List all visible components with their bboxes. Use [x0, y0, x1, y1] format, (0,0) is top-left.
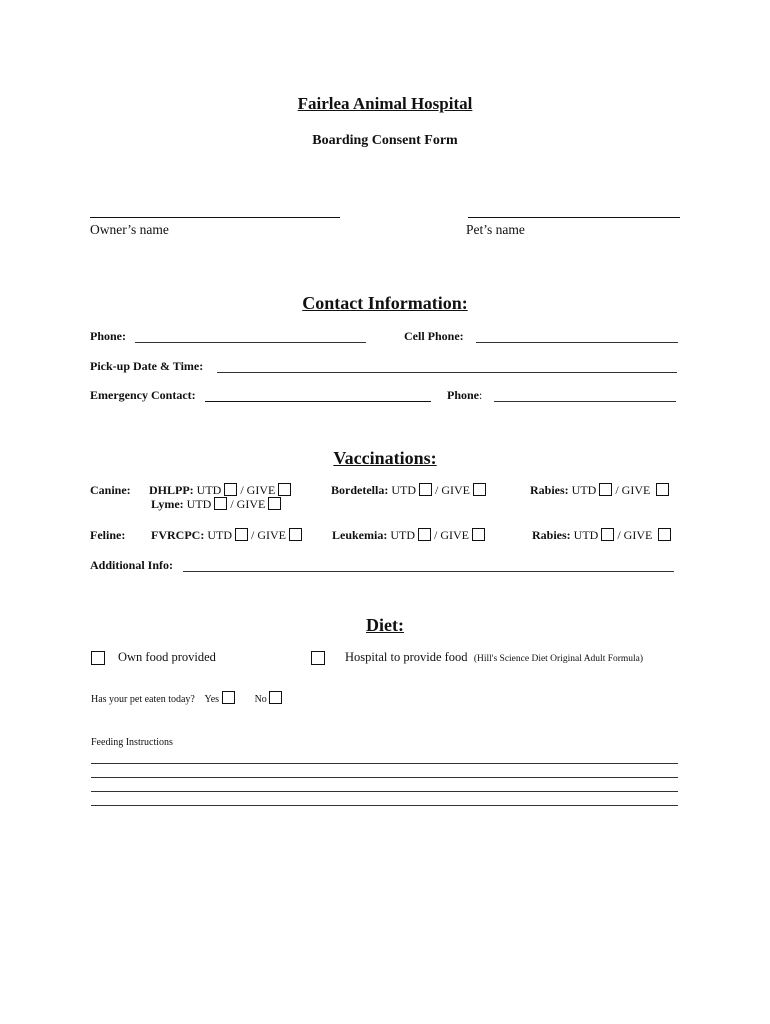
owner-name-label: Owner’s name: [90, 222, 169, 237]
fvrcpc-row: FVRCPC: UTD / GIVE: [151, 528, 302, 543]
dhlpp-give-checkbox[interactable]: [278, 483, 291, 496]
hospital-food-note: (Hill's Science Diet Original Adult Formula): [473, 654, 644, 664]
hospital-name: Fairlea Animal Hospital: [297, 94, 473, 113]
bordetella-utd-checkbox[interactable]: [419, 483, 432, 496]
canine-label: Canine:: [90, 483, 131, 497]
eaten-question: Has your pet eaten today? Yes No: [91, 691, 282, 705]
canine-rabies-give-checkbox[interactable]: [656, 483, 669, 496]
emergency-phone-label: Phone:: [447, 388, 483, 402]
additional-info-field[interactable]: [183, 571, 674, 572]
vaccinations-heading: Vaccinations:: [333, 448, 437, 468]
feeding-line-4[interactable]: [91, 805, 678, 806]
lyme-utd-checkbox[interactable]: [214, 497, 227, 510]
emergency-contact-field[interactable]: [205, 401, 431, 402]
pickup-field[interactable]: [217, 372, 677, 373]
cell-phone-field[interactable]: [476, 342, 678, 343]
emergency-phone-field[interactable]: [494, 401, 676, 402]
canine-rabies-utd-checkbox[interactable]: [599, 483, 612, 496]
phone-label: Phone:: [90, 329, 126, 343]
phone-field[interactable]: [135, 342, 366, 343]
emergency-contact-label: Emergency Contact:: [90, 388, 196, 402]
owner-name-field[interactable]: [90, 217, 340, 218]
diet-heading: Diet:: [366, 615, 404, 635]
leukemia-utd-checkbox[interactable]: [418, 528, 431, 541]
bordetella-row: Bordetella: UTD / GIVE: [331, 483, 486, 498]
leukemia-row: Leukemia: UTD / GIVE: [332, 528, 485, 543]
feline-rabies-give-checkbox[interactable]: [658, 528, 671, 541]
own-food-checkbox[interactable]: [91, 651, 105, 665]
eaten-no-checkbox[interactable]: [269, 691, 282, 704]
form-title: Boarding Consent Form: [312, 133, 458, 148]
feeding-line-3[interactable]: [91, 791, 678, 792]
feline-rabies-row: Rabies: UTD / GIVE: [532, 528, 671, 543]
dhlpp-row: DHLPP: UTD / GIVE: [149, 483, 291, 498]
pet-name-label: Pet’s name: [466, 222, 525, 237]
bordetella-give-checkbox[interactable]: [473, 483, 486, 496]
own-food-label: Own food provided: [118, 650, 216, 664]
contact-heading: Contact Information:: [302, 293, 468, 313]
feeding-instructions-label: Feeding Instructions: [91, 737, 173, 748]
pickup-label: Pick-up Date & Time:: [90, 359, 204, 373]
eaten-yes-checkbox[interactable]: [222, 691, 235, 704]
hospital-food-checkbox[interactable]: [311, 651, 325, 665]
feline-rabies-utd-checkbox[interactable]: [601, 528, 614, 541]
cell-phone-label: Cell Phone:: [404, 329, 464, 343]
canine-rabies-row: Rabies: UTD / GIVE: [530, 483, 669, 498]
fvrcpc-utd-checkbox[interactable]: [235, 528, 248, 541]
lyme-give-checkbox[interactable]: [268, 497, 281, 510]
dhlpp-utd-checkbox[interactable]: [224, 483, 237, 496]
hospital-food-option: [311, 650, 325, 668]
hospital-food-label: Hospital to provide food (Hill's Science Diet Original Adult Formula): [345, 650, 644, 664]
additional-info-label: Additional Info:: [90, 558, 174, 572]
feline-label: Feline:: [90, 528, 126, 542]
feeding-line-1[interactable]: [91, 763, 678, 764]
feeding-line-2[interactable]: [91, 777, 678, 778]
own-food-option: [91, 650, 105, 668]
lyme-row: Lyme: UTD / GIVE: [151, 497, 281, 512]
pet-name-field[interactable]: [468, 217, 680, 218]
leukemia-give-checkbox[interactable]: [472, 528, 485, 541]
fvrcpc-give-checkbox[interactable]: [289, 528, 302, 541]
